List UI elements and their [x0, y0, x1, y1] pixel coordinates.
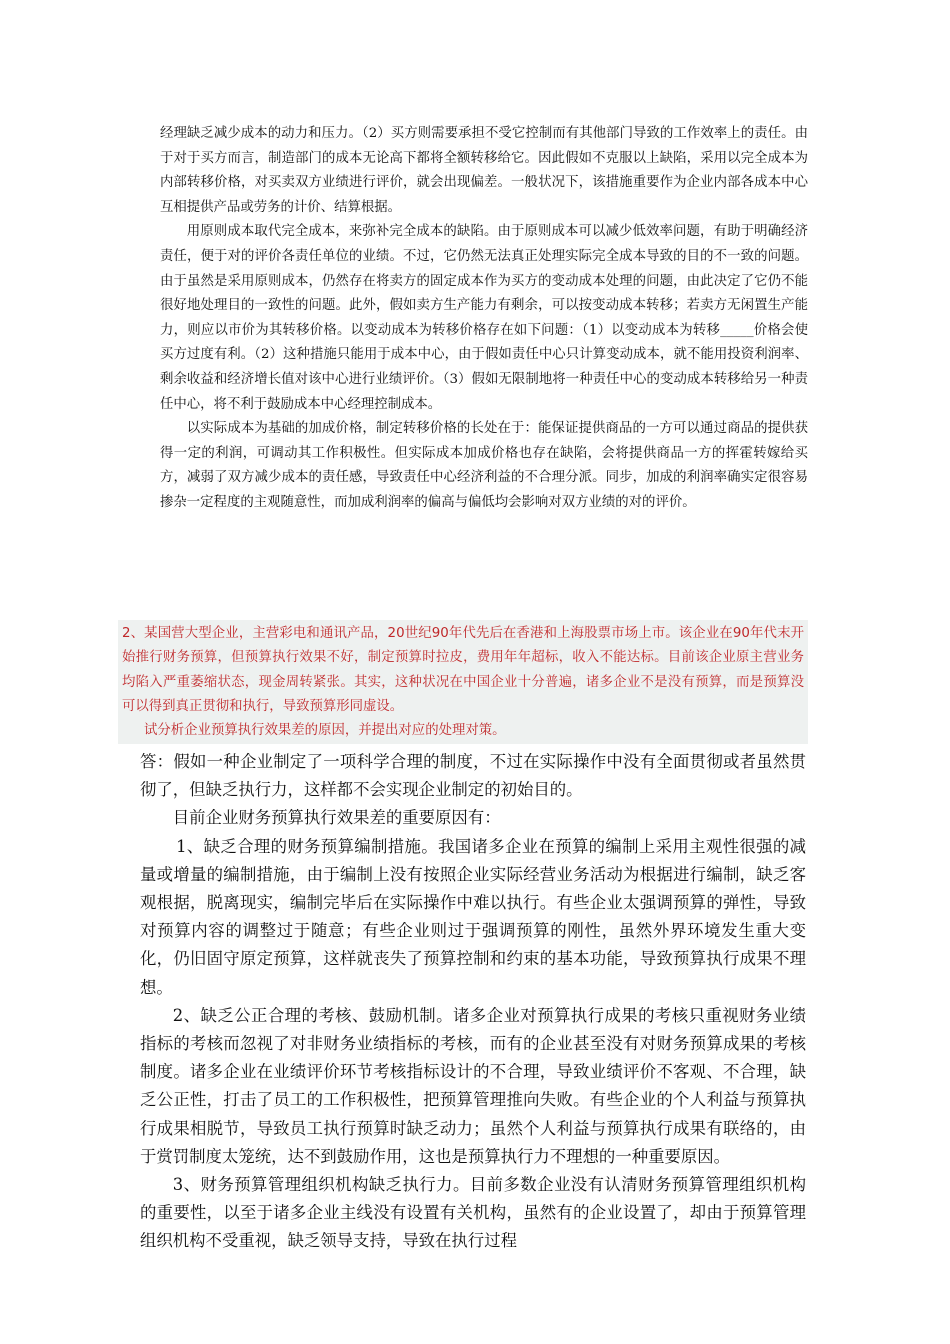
answer-point: 2、缺乏公正合理的考核、鼓励机制。诸多企业对预算执行成果的考核只重视财务业绩指标的考核而忽视了对非财务业绩指标的考核，而有的企业甚至没有对财务预算成果的考核制度。诸多企业在业绩评价环节考核指标设计的不合理，导致业绩评价不客观、不合理，缺乏公正性，打击了员工的工作积极性，把预算管理推向失败。有些企业的个人利益与预算执行成果相脱节，导致员工执行预算时缺乏动力；虽然个人利益与预算执行成果有联络的，由于赏罚制度太笼统，达不到鼓励作用，这也是预算执行力不理想的一种重要原因。	[140, 1005, 806, 1166]
answer-intro: 答：假如一种企业制定了一项科学合理的制度，不过在实际操作中没有全面贯彻或者虽然贯彻了，但缺乏执行力，这样都不会实现企业制定的初始目的。	[140, 752, 806, 800]
paragraph: 以实际成本为基础的加成价格，制定转移价格的长处在于：能保证提供商品的一方可以通过商品的提供获得一定的利润，可调动其工作积极性。但实际成本加成价格也存在缺陷，会将提供商品一方的挥霍转嫁给买方，减弱了双方减少成本的责任感，导致责任中心经济利益的不合理分派。同步，加成的利润率确实定很容易掺杂一定程度的主观随意性，而加成利润率的偏高与偏低均会影响对双方业绩的对的评价。	[160, 421, 808, 510]
question-text: 2、某国营大型企业，主营彩电和通讯产品，20世纪90年代先后在香港和上海股票市场上市。该企业在90年代末开始推行财务预算，但预算执行效果不好，制定预算时拉皮，费用年年超标，收入不能达标。目前该企业原主营业务均陷入严重萎缩状态，现金周转紧张。其实，这种状况在中国企业十分普遍，诸多企业不是没有预算，而是预算没可以得到真正贯彻和执行，导致预算形同虚设。	[122, 626, 804, 714]
answer-lead: 目前企业财务预算执行效果差的重要原因有：	[172, 808, 501, 828]
answer-section	[140, 748, 806, 1256]
answer-point: 1、缺乏合理的财务预算编制措施。我国诸多企业在预算的编制上采用主观性很强的减量或增量的编制措施，由于编制上没有按照企业实际经营业务活动为根据进行编制，缺乏客观根据，脱离现实，编制完毕后在实际操作中难以执行。有些企业太强调预算的弹性，导致对预算内容的调整过于随意；有些企业则过于强调预算的刚性，虽然外界环境发生重大变化，仍旧固守原定预算，这样就丧失了预算控制和约束的基本功能，导致预算执行成果不理想。	[140, 836, 806, 997]
section-transfer-pricing	[160, 122, 808, 516]
paragraph: 经理缺乏减少成本的动力和压力。（2）买方则需要承担不受它控制而有其他部门导致的工作效率上的责任。由于对于买方而言，制造部门的成本无论高下都将全额转移给它。因此假如不克服以上缺陷，采用以完全成本为内部转移价格，对买卖双方业绩进行评价，就会出现偏差。一般状况下，该措施重要作为企业内部各成本中心互相提供产品或劳务的计价、结算根据。	[160, 126, 808, 215]
paragraph: 用原则成本取代完全成本，来弥补完全成本的缺陷。由于原则成本可以减少低效率问题，有助于明确经济责任，便于对的评价各责任单位的业绩。不过，它仍然无法真正处理实际完全成本导致的目的不一致的问题。由于虽然是采用原则成本，仍然存在将卖方的固定成本作为买方的变动成本处理的问题，由此决定了它仍不能很好地处理目的一致性的问题。此外，假如卖方生产能力有剩余，可以按变动成本转移；若卖方无闲置生产能力，则应以市价为其转移价格。以变动成本为转移价格存在如下问题：（1）以变动成本为转移_____价格会使买方过度有利。（2）这种措施只能用于成本中心，由于假如责任中心只计算变动成本，就不能用投资利润率、剩余收益和经济增长值对该中心进行业绩评价。（3）假如无限制地将一种责任中心的变动成本转移给另一种责任中心，将不利于鼓励成本中心经理控制成本。	[160, 224, 808, 412]
question-prompt: 试分析企业预算执行效果差的原因，并提出对应的处理对策。	[144, 723, 506, 739]
question-highlight	[118, 620, 808, 744]
answer-point: 3、财务预算管理组织机构缺乏执行力。目前多数企业没有认清财务预算管理组织机构的重要性，以至于诸多企业主线没有设置有关机构，虽然有的企业设置了，却由于预算管理组织机构不受重视，缺乏领导支持，导致在执行过程	[140, 1175, 806, 1251]
